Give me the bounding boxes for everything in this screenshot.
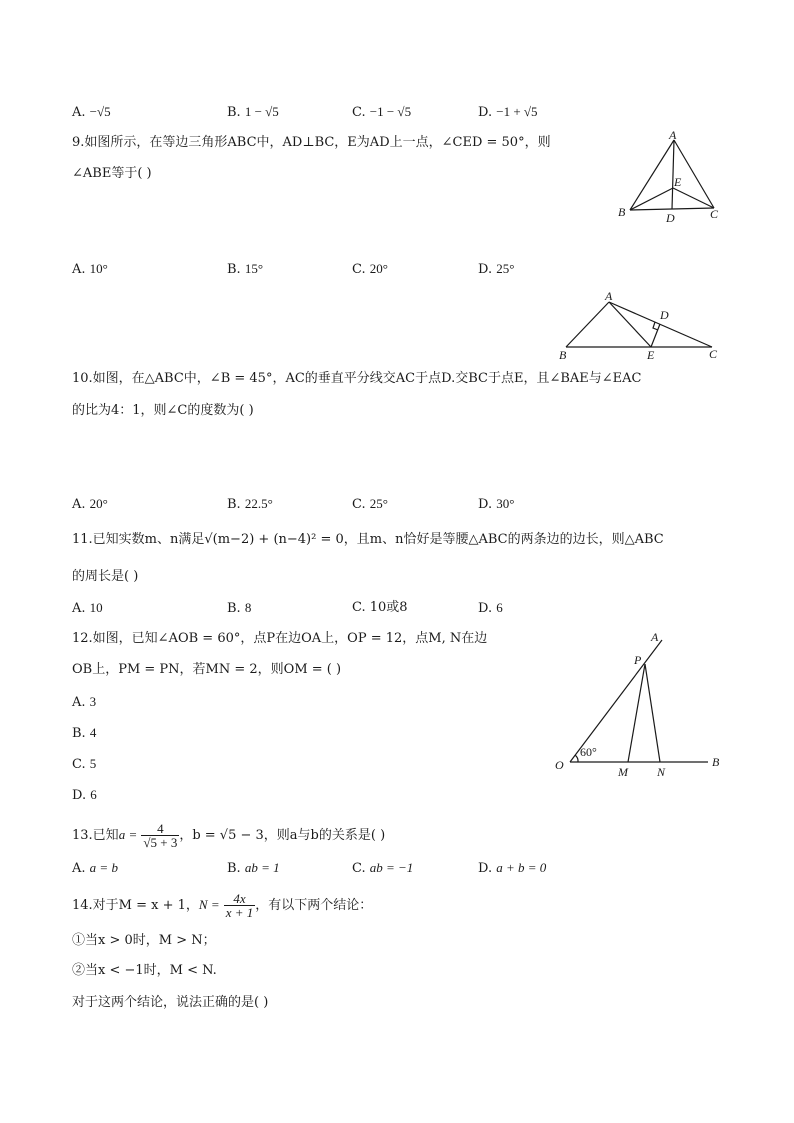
q12-figure [548,626,730,786]
q13-stem: 13.已知a = $\frac{4}{√5 + 3}$ ，b = √5 − 3，则a与b的关系是( ) [72,821,386,850]
q10-stem-line2: 的比为4：1，则∠C的度数为( ) [72,403,254,418]
q13-option-a: A. a = b [72,860,118,876]
q10-option-b: B. 22.5° [227,496,273,512]
q11-stem-line1: 11.已知实数m、n满足√(m−2) + (n−4)² = 0，且m、n恰好是等腰△ABC的两条边的边长，则△ABC [72,532,664,547]
q12-label-o: O [555,758,564,772]
q10-stem-line1: 10.如图，在△ABC中，∠B = 45°，AC的垂直平分线交AC于点D.交BC于点E，且∠BAE与∠EAC [72,371,642,386]
q10-side-ab [566,302,609,347]
q9-figure [612,130,724,226]
q12-angle-arc [575,755,578,762]
q14-conclusion-2: ②当x < −1时，M < N. [72,963,217,978]
q9-label-b: B [618,205,626,219]
q8-option-d: D. −1 + √5 [478,104,538,120]
q9-label-c: C [710,207,719,221]
q9-stem-line2: ∠ABE等于( ) [72,166,152,181]
q11-option-b: B. 8 [227,600,252,616]
q10-label-c: C [709,347,718,361]
q10-segment-ae [609,302,651,347]
q10-option-c: C. 25° [352,496,388,512]
q9-option-d: D. 25° [478,261,515,277]
q11-option-c: C. 10或8 [352,600,408,615]
q9-label-d: D [666,211,675,225]
q13-option-d: D. a + b = 0 [478,860,547,876]
q12-option-a: A. 3 [72,694,97,710]
q9-option-a: A. 10° [72,261,108,277]
q9-label-e: E [674,175,682,189]
q12-label-p: P [634,653,642,667]
q9-option-c: C. 20° [352,261,388,277]
q9-side-ab [630,140,674,210]
q11-stem-line2: 的周长是( ) [72,569,139,584]
q14-fraction: $\frac{4x}{x + 1}$ [225,891,254,920]
q8-option-b: B. 1 − √5 [227,104,279,120]
q12-option-b: B. 4 [72,725,97,741]
q11-option-a: A. 10 [72,600,103,616]
q8-option-c: C. −1 − √5 [352,104,412,120]
q10-label-b: B [559,348,567,362]
q9-stem-line1: 9.如图所示，在等边三角形ABC中，AD⊥BC，E为AD上一点，∠CED = 50°，则 [72,135,551,150]
q8-option-a: A. −√5 [72,104,111,120]
q13-option-c: C. ab = −1 [352,860,414,876]
q13-fraction: $\frac{4}{√5 + 3}$ [143,821,178,850]
q12-label-b: B [712,755,720,769]
q12-option-d: D. 6 [72,787,97,803]
q10-option-a: A. 20° [72,496,108,512]
q13-option-b: B. ab = 1 [227,860,280,876]
q14-conclusion-1: ①当x > 0时，M > N； [72,933,216,948]
q12-stem-line1: 12.如图，已知∠AOB = 60°，点P在边OA上，OP = 12，点M, N在边 [72,631,488,646]
q14-question: 对于这两个结论，说法正确的是( ) [72,995,269,1010]
q9-option-b: B. 15° [227,261,264,277]
q12-label-n: N [657,765,666,779]
q12-option-c: C. 5 [72,756,97,772]
q10-segment-de [651,324,660,347]
q11-option-d: D. 6 [478,600,503,616]
q12-segment-pm [628,664,645,762]
q12-label-angle: 60° [580,745,597,759]
q10-label-d: D [660,308,669,322]
q12-label-a: A [651,630,659,644]
q9-label-a: A [669,130,677,142]
q12-label-m: M [618,765,628,779]
q10-label-e: E [647,348,655,362]
q14-stem: 14.对于M = x + 1，N = $\frac{4x}{x + 1}$ ，有以下两个结论： [72,891,373,920]
q10-figure [552,288,726,364]
q10-option-d: D. 30° [478,496,515,512]
q12-ray-oa [570,640,662,762]
q12-segment-pn [645,664,660,762]
q12-stem-line2: OB上，PM = PN，若MN = 2，则OM = ( ) [72,662,342,677]
q10-label-a: A [605,289,613,303]
